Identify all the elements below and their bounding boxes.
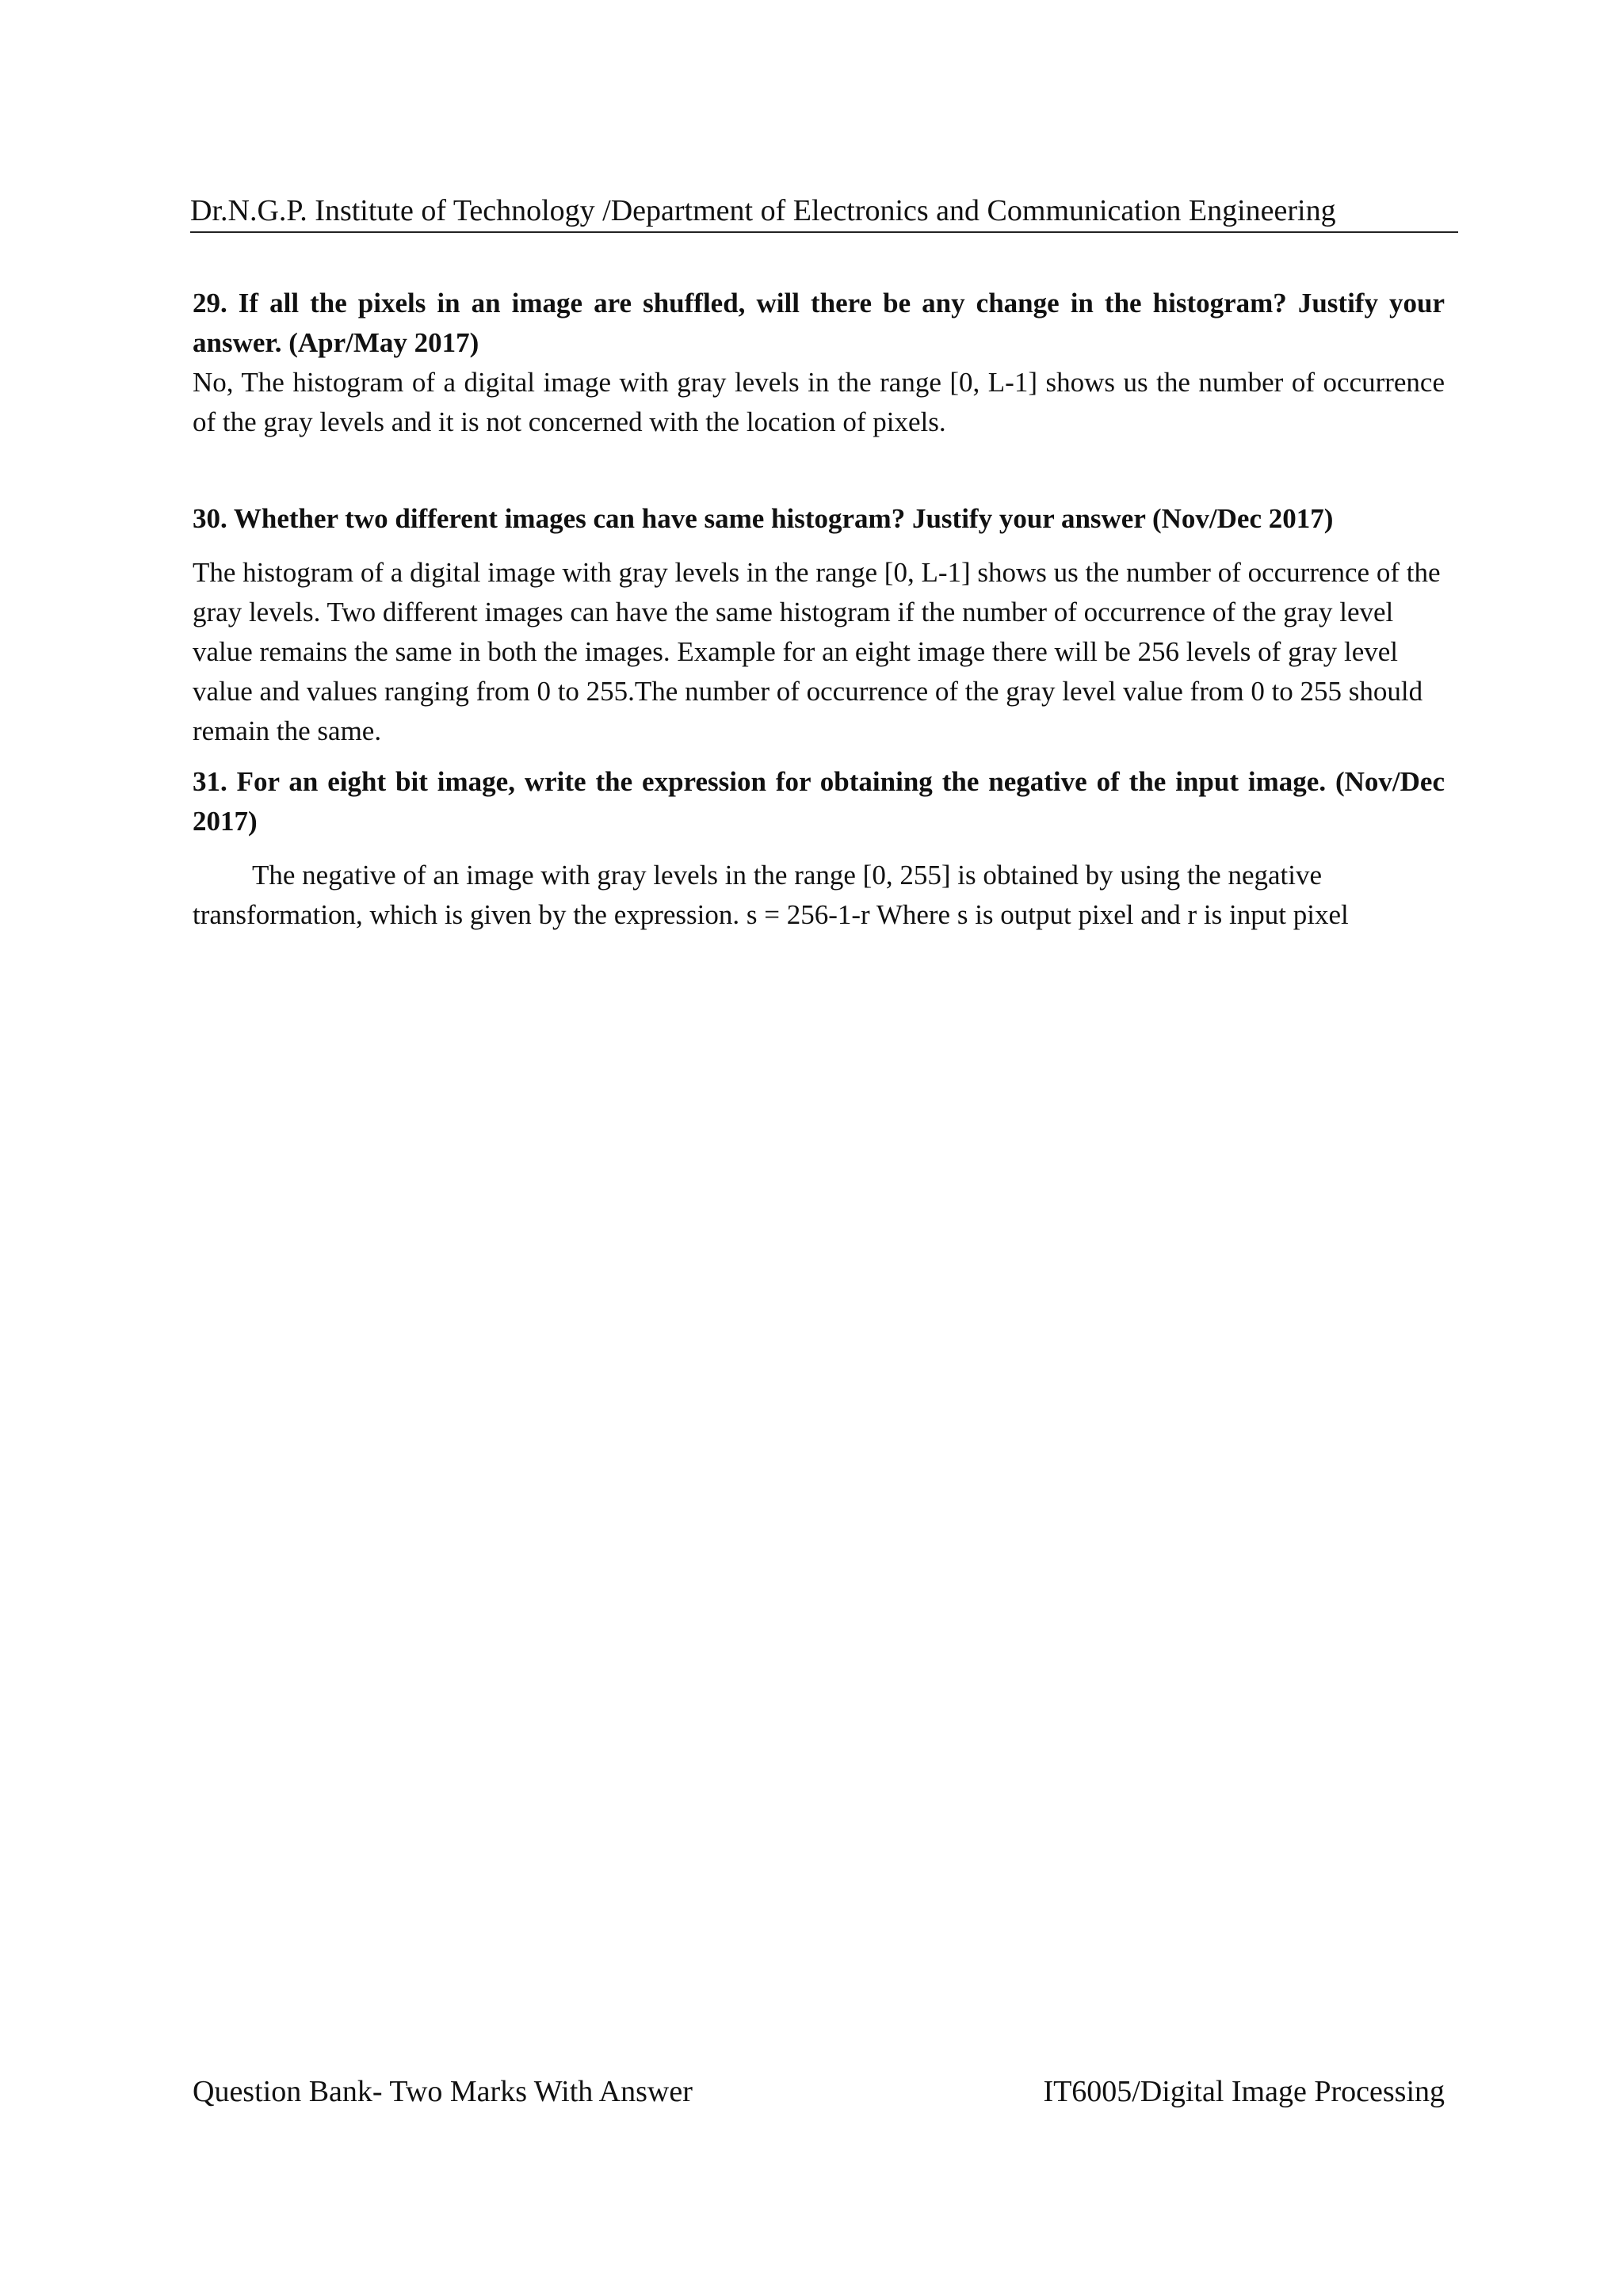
question-31-heading: 31. For an eight bit image, write the expression for obtaining the negative of the input image. (Nov/Dec 2017) (193, 766, 1445, 837)
header-title: Dr.N.G.P. Institute of Technology /Department of Electronics and Communication Engineering (190, 194, 1336, 227)
question-29-answer: No, The histogram of a digital image with gray levels in the range [0, L-1] shows us the number of occurrence of the gray levels and it is not concerned with the location of pixels. (193, 367, 1445, 437)
question-block-29 (193, 284, 1445, 442)
question-29-heading: 29. If all the pixels in an image are shuffled, will there be any change in the histogram? Justify your answer. (Apr/May 2017) (193, 288, 1445, 358)
page-header (190, 190, 1458, 233)
question-30-heading: 30. Whether two different images can have same histogram? Justify your answer (Nov/Dec 2017) (193, 503, 1334, 534)
document-body (193, 284, 1445, 935)
question-block-31 (193, 762, 1445, 935)
question-block-30 (193, 499, 1445, 751)
footer-right-text: IT6005/Digital Image Processing (1043, 2075, 1445, 2108)
question-30-answer: The histogram of a digital image with gray levels in the range [0, L-1] shows us the number of occurrence of the gray levels. Two different images can have the same histogram if the number of occurrence of the gray level value remains the same in both the images. Example for an eight image there will be 256 levels of gray level value and values ranging from 0 to 255.The number of occurrence of the gray level value from 0 to 255 should remain the same. (193, 557, 1441, 746)
footer-left-text: Question Bank- Two Marks With Answer (193, 2075, 693, 2108)
page-footer (193, 2072, 1445, 2111)
question-31-answer: The negative of an image with gray levels in the range [0, 255] is obtained by using the negative transformation, which is given by the expression. s = 256-1-r Where s is output pixel and r is input pixel (193, 860, 1349, 930)
